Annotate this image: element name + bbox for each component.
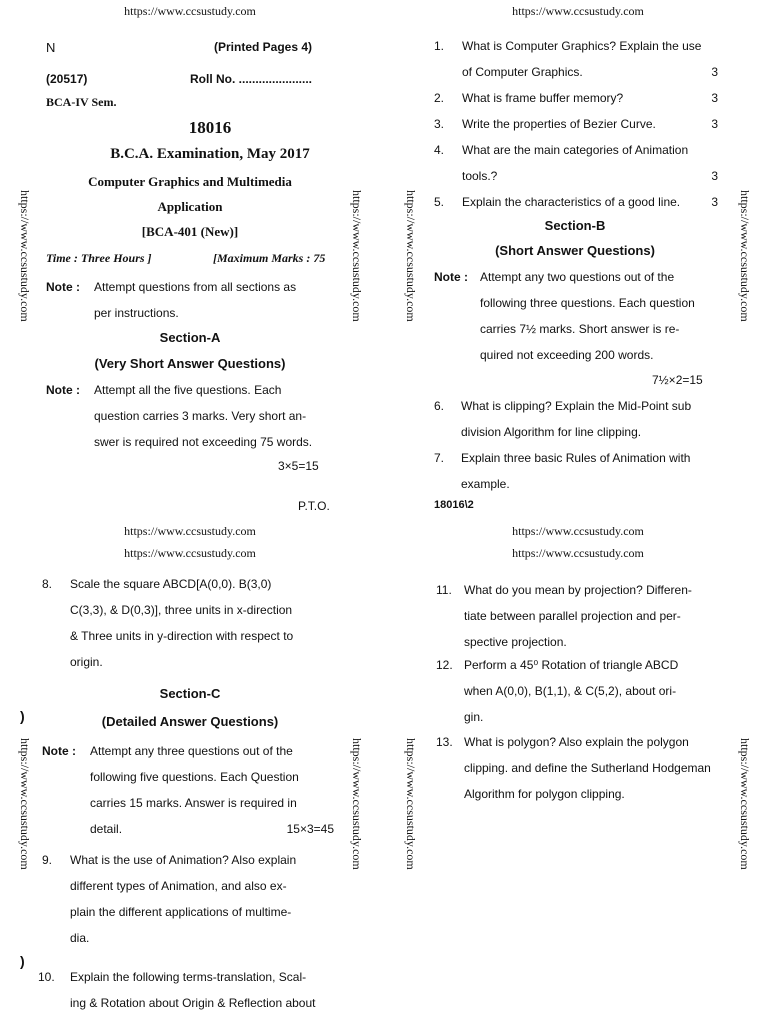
question-line: plain the different applications of multime- xyxy=(70,905,292,919)
watermark-url-mid-left-2: https://www.ccsustudy.com xyxy=(124,546,256,560)
watermark-vertical-1: https://www.ccsustudy.com xyxy=(18,190,32,322)
question-number: 7. xyxy=(434,451,445,465)
course-code: [BCA-401 (New)] xyxy=(141,224,239,239)
note-label: Note : xyxy=(42,744,76,758)
question-line: Scale the square ABCD[A(0,0). B(3,0) xyxy=(70,577,272,591)
note-line: carries 7½ marks. Short answer is re- xyxy=(480,322,680,336)
section-b-marks: 7½×2=15 xyxy=(652,373,703,387)
question-line: when A(0,0), B(1,1), & C(5,2), about ori- xyxy=(464,684,677,698)
question-number: 2. xyxy=(434,91,445,105)
question-line: What is frame buffer memory? xyxy=(462,91,624,105)
watermark-vertical-5: https://www.ccsustudy.com xyxy=(18,738,32,870)
question-marks: 3 xyxy=(711,169,718,183)
question-line: What is clipping? Explain the Mid-Point sub xyxy=(461,399,692,413)
note-line: Attempt any two questions out of the xyxy=(480,270,675,284)
exam-title: B.C.A. Examination, May 2017 xyxy=(110,146,310,162)
watermark-url-mid-right-2: https://www.ccsustudy.com xyxy=(512,546,644,560)
question-line: division Algorithm for line clipping. xyxy=(461,425,642,439)
question-number: 6. xyxy=(434,399,445,413)
question-line: different types of Animation, and also ex- xyxy=(70,879,287,893)
watermark-vertical-3: https://www.ccsustudy.com xyxy=(404,190,418,322)
section-a-marks: 3×5=15 xyxy=(278,459,319,473)
question-line: clipping. and define the Sutherland Hodgeman xyxy=(464,761,711,775)
series-letter: N xyxy=(46,40,56,55)
question-line: ing & Rotation about Origin & Reflection about xyxy=(70,996,316,1010)
page-footer: 18016\2 xyxy=(434,499,474,511)
question-12 xyxy=(436,652,726,730)
note-section-a xyxy=(46,377,336,455)
question-4 xyxy=(434,137,718,189)
subject-line-1: Computer Graphics and Multimedia xyxy=(88,174,292,189)
note-label: Note : xyxy=(434,270,468,284)
question-line: What is polygon? Also explain the polygon xyxy=(464,735,689,749)
subject-line-2: Application xyxy=(157,199,223,214)
question-marks: 3 xyxy=(711,117,718,131)
question-line: What is Computer Graphics? Explain the use xyxy=(462,39,702,53)
question-line: example. xyxy=(461,477,510,491)
note-label: Note : xyxy=(46,383,80,397)
question-9 xyxy=(42,847,342,951)
section-a-questions xyxy=(434,33,718,215)
question-line: Explain the characteristics of a good line. xyxy=(462,195,681,209)
watermark-vertical-4: https://www.ccsustudy.com xyxy=(738,190,752,322)
question-line: tools.? xyxy=(462,169,498,183)
question-line: spective projection. xyxy=(464,635,567,649)
note-line: question carries 3 marks. Very short an- xyxy=(94,409,307,423)
question-number: 3. xyxy=(434,117,445,131)
note-label: Note : xyxy=(46,280,80,294)
question-line: Write the properties of Bezier Curve. xyxy=(462,117,656,131)
question-7 xyxy=(434,445,724,497)
max-marks: [Maximum Marks : 75 xyxy=(213,251,326,265)
watermark-vertical-8: https://www.ccsustudy.com xyxy=(738,738,752,870)
printed-pages: (Printed Pages 4) xyxy=(214,40,313,54)
paper-number: 18016 xyxy=(188,118,232,137)
question-2 xyxy=(434,85,718,111)
question-line: Explain three basic Rules of Animation with xyxy=(461,451,691,465)
question-number: 1. xyxy=(434,39,445,53)
watermark-url-mid-left-1: https://www.ccsustudy.com xyxy=(124,524,256,538)
question-5 xyxy=(434,189,718,215)
section-a-title: Section-A xyxy=(159,330,221,345)
question-1 xyxy=(434,33,718,85)
question-line: of Computer Graphics. xyxy=(462,65,583,79)
question-line: Algorithm for polygon clipping. xyxy=(464,787,625,801)
question-line: gin. xyxy=(464,710,484,724)
question-number: 10. xyxy=(38,970,55,984)
note-line: Attempt all the five questions. Each xyxy=(94,383,282,397)
question-number: 12. xyxy=(436,658,453,672)
semester: BCA-IV Sem. xyxy=(46,95,117,109)
time: Time : Three Hours ] xyxy=(46,251,152,265)
section-c-marks: 15×3=45 xyxy=(286,822,334,836)
question-line: What is the use of Animation? Also explain xyxy=(70,853,297,867)
question-line: What are the main categories of Animation xyxy=(462,143,689,157)
question-11 xyxy=(436,577,726,655)
question-8 xyxy=(42,571,342,675)
note-section-b xyxy=(434,264,724,368)
section-c-title: Section-C xyxy=(159,686,221,701)
note-line: Attempt any three questions out of the xyxy=(90,744,293,758)
section-a-subtitle: (Very Short Answer Questions) xyxy=(94,356,286,371)
question-line: Explain the following terms-translation, Scal- xyxy=(70,970,307,984)
question-marks: 3 xyxy=(711,65,718,79)
scan-mark: ) xyxy=(20,708,25,724)
note-line: carries 15 marks. Answer is required in xyxy=(90,796,297,810)
question-line: Perform a 45⁰ Rotation of triangle ABCD xyxy=(464,658,679,672)
question-line: C(3,3), & D(0,3)], three units in x-direction xyxy=(70,603,293,617)
question-6 xyxy=(434,393,724,445)
watermark-vertical-6: https://www.ccsustudy.com xyxy=(350,738,364,870)
question-number: 8. xyxy=(42,577,53,591)
question-line: & Three units in y-direction with respect to xyxy=(70,629,294,643)
watermark-url-top-right: https://www.ccsustudy.com xyxy=(512,4,644,18)
note-line: quired not exceeding 200 words. xyxy=(480,348,654,362)
scan-mark: ) xyxy=(20,953,25,969)
question-line: origin. xyxy=(70,655,103,669)
note-line: following three questions. Each question xyxy=(480,296,695,310)
watermark-url-top-left: https://www.ccsustudy.com xyxy=(124,4,256,18)
question-number: 13. xyxy=(436,735,453,749)
question-number: 9. xyxy=(42,853,53,867)
question-line: What do you mean by projection? Differen- xyxy=(464,583,692,597)
note-line: per instructions. xyxy=(94,306,179,320)
question-marks: 3 xyxy=(711,195,718,209)
question-10 xyxy=(38,964,342,1016)
paper-code: (20517) xyxy=(46,72,88,86)
note-line: following five questions. Each Question xyxy=(90,770,299,784)
section-b-title: Section-B xyxy=(544,218,606,233)
note-general xyxy=(46,274,336,326)
note-line: detail. xyxy=(90,822,123,836)
watermark-url-mid-right-1: https://www.ccsustudy.com xyxy=(512,524,644,538)
section-c-subtitle: (Detailed Answer Questions) xyxy=(101,714,279,729)
section-b-subtitle: (Short Answer Questions) xyxy=(495,243,655,258)
question-line: dia. xyxy=(70,931,90,945)
pto: P.T.O. xyxy=(298,499,330,513)
question-13 xyxy=(436,729,726,807)
question-line: tiate between parallel projection and per- xyxy=(464,609,681,623)
question-marks: 3 xyxy=(711,91,718,105)
watermark-vertical-2: https://www.ccsustudy.com xyxy=(350,190,364,322)
note-line: Attempt questions from all sections as xyxy=(94,280,297,294)
question-number: 5. xyxy=(434,195,445,209)
watermark-vertical-7: https://www.ccsustudy.com xyxy=(404,738,418,870)
note-line: swer is required not exceeding 75 words. xyxy=(94,435,313,449)
note-section-c xyxy=(42,738,334,842)
question-3 xyxy=(434,111,718,137)
question-number: 4. xyxy=(434,143,445,157)
question-number: 11. xyxy=(436,583,452,597)
roll-no: Roll No. ...................... xyxy=(190,72,313,86)
